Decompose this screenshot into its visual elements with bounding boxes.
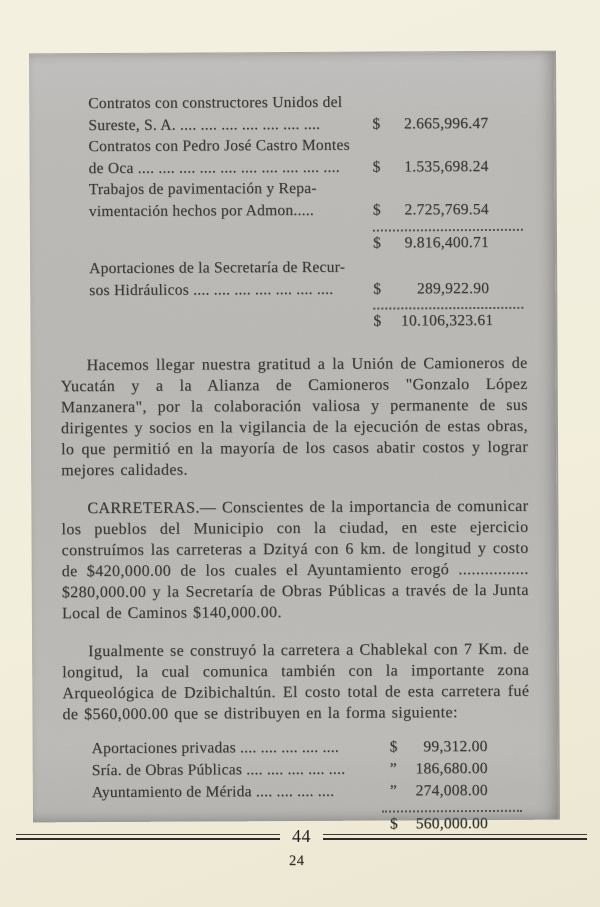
ledger-row-label [89,178,373,223]
ledger-row-label-line: Contratos con Pedro José Castro Montes [88,136,350,156]
footer-rule-left [16,834,280,840]
report-page-number: 24 [288,852,305,869]
amount-value: 186,680.00 [415,759,488,778]
ledger-row-amount [390,736,530,759]
ledger-row-label-line: de Oca .... .... .... .... .... .... .... .... .... .... [88,158,340,177]
subtotal-value: 9.816,400.71 [404,233,490,251]
ledger-row-label [88,135,372,180]
ledger-row-label-line: Contratos con constructores Unidos del [88,93,343,113]
ditto-mark: ” [389,782,398,800]
ledger-row-amount [373,278,527,300]
currency-sign: $ [372,201,381,219]
ledger-obras [88,91,527,334]
ledger-row [88,91,526,136]
ledger-row-label-line: vimentación hechos por Admon..... [88,201,315,221]
page-content [29,52,558,874]
ledger-row-label: Ayuntamiento de Mérida .... .... .... .... [91,782,335,802]
ledger-row-label: Sría. de Obras Públicas .... .... .... .... .... [91,760,346,780]
ledger-row [92,758,530,782]
ledger-row-amount [373,156,527,178]
ledger-row-amount [390,780,530,803]
amount-value: 1.535,698.24 [404,157,489,176]
paragraph-chablekal: Igualmente se construyó la carretera a Chablekal con 7 Km. de longitud, la cual comunica también con la importante zona Arqueológica de Dzibichaltún. El costo total de esta carretera fué de $560,000.00 que se distribuyen en la forma siguiente: [62,640,530,724]
ledger-row-amount [372,112,526,134]
ledger-row-label [88,92,372,137]
grand-total-value: 10.106,323.61 [400,312,494,330]
currency-sign: $ [389,738,398,756]
currency-sign: $ [373,280,382,298]
amount-value: 99,312.00 [423,737,488,756]
ledger-row [89,256,527,301]
ledger-row [89,177,527,222]
book-footer [16,826,587,847]
ledger-row-amount [373,199,527,221]
amount-value: 2.725,769.54 [404,200,489,219]
ledger-row-label-line: sos Hidráulicos .... .... .... .... .... .... .... [89,280,334,299]
ledger-row-label-line: Aportaciones de la Secretaría de Recur- [89,258,346,278]
ledger-row [92,736,530,760]
currency-sign: $ [372,234,382,252]
ledger-row-label-line: Sureste, S. A. .... .... .... .... .... .... .... [88,115,321,134]
ledger-row-label-line: Trabajos de pavimentación y Repa- [88,180,317,199]
paragraph-carreteras: CARRETERAS.— Conscientes de la importancia de comunicar los pueblos del Municipio con la ciudad, en este ejercicio construímos las carreteras a Dzityá con 6 km. de longitud y costo de $420,000.00 de los cuales el Ayuntamiento erogó ................ $280,000.00 y la Secretaría de Obras Públicas a través de la Junta Local de Caminos $140,000.00. [61,497,529,623]
ledger-row-label: Aportaciones privadas .... .... .... .... .... [91,738,340,758]
ledger-row-label [89,257,373,302]
ledger-row-amount [390,758,530,781]
currency-sign: $ [389,815,399,833]
book-page-number: 44 [292,826,311,846]
ledger-row [88,134,526,179]
amount-value: 2.665,996.47 [403,114,489,133]
ditto-mark: ” [389,760,397,778]
total-value: 560,000.00 [415,814,489,833]
grand-total-line [373,310,527,332]
subtotal-line [373,231,527,253]
currency-sign: $ [372,158,381,176]
ledger-row [92,780,530,804]
amount-value: 289,922.90 [416,279,490,298]
currency-sign: $ [373,312,382,330]
footer-rule-right [323,834,587,840]
ledger-chablekal [92,736,531,837]
currency-sign: $ [372,115,381,133]
paragraph-gratitud: Hacemos llegar nuestra gratitud a la Unión de Camioneros de Yucatán y a la Alianza de Camioneros "Gonzalo López Manzanera", por la colaboración valiosa y permanente de sus dirigentes y socios en la vigilancia de la ejecución de estas obras, lo que permitió en la mayoría de los casos abatir costos y lograr mejores calidades. [60,354,529,480]
amount-value: 274,008.00 [415,781,488,800]
